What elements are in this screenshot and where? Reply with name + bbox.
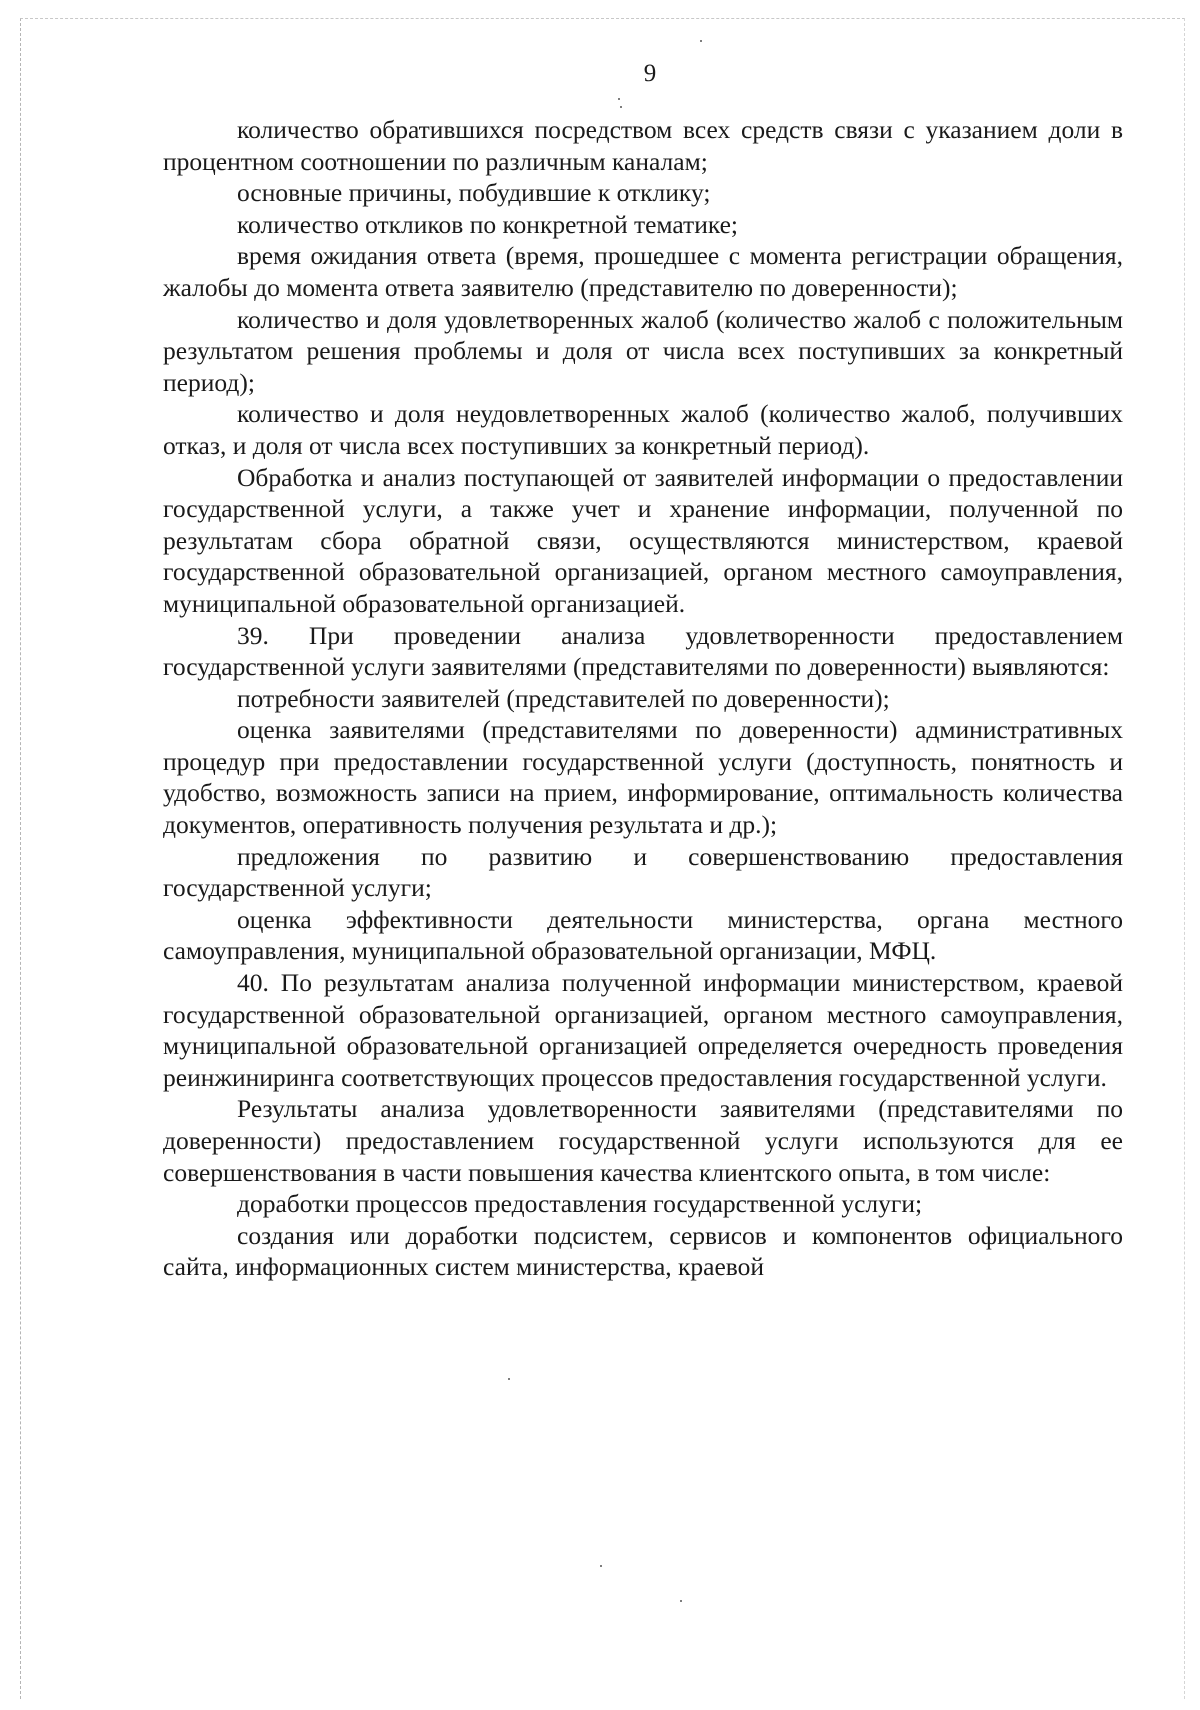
paragraph: количество откликов по конкретной тематике; [237, 209, 738, 239]
paragraph: Обработка и анализ поступающей от заявителей информации о предоставлении государственной услуги, а также учет и хранение информации, полученной по результатам сбора обратной связи, осуществляются министерством, краевой государственной образовательной организацией, органом местного самоуправления, муниципальной образовательной организацией. [163, 462, 1123, 618]
paragraph: потребности заявителей (представителей по доверенности); [237, 683, 890, 713]
paragraph: предложения по развитию и совершенствованию предоставления государственной услуги; [163, 841, 1123, 903]
paragraph: основные причины, побудившие к отклику; [237, 178, 711, 208]
scan-speck [700, 40, 702, 42]
paragraph: оценка заявителями (представителями по доверенности) административных процедур при предоставлении государственной услуги (доступность, понятность и удобство, возможность записи на прием, информирование, оптимальность количества документов, оперативность получения результата и др.); [163, 715, 1123, 840]
document-body [163, 114, 1123, 1283]
scan-speck [600, 1565, 602, 1567]
scan-speck [680, 1600, 682, 1602]
paragraph: Результаты анализа удовлетворенности заявителями (представителями по доверенности) предоставлением государственной услуги используются для ее совершенствования в части повышения качества клиентского опыта, в том числе: [163, 1094, 1123, 1187]
scan-speck [618, 98, 620, 100]
paragraph: 39. При проведении анализа удовлетворенности предоставлением государственной услуги заявителями (представителями по доверенности) выявляются: [163, 620, 1123, 682]
paragraph: доработки процессов предоставления государственной услуги; [237, 1189, 923, 1219]
paragraph: количество и доля удовлетворенных жалоб (количество жалоб с положительным результатом решения проблемы и доля от числа всех поступивших за конкретный период); [163, 304, 1123, 397]
scan-speck [620, 106, 622, 108]
scan-speck [508, 1378, 510, 1380]
page-number: 9 [643, 60, 657, 87]
paragraph: 40. По результатам анализа полученной информации министерством, краевой государственной образовательной организацией, органом местного самоуправления, муниципальной образовательной организацией определяется очередность проведения реинжиниринга соответствующих процессов предоставления государственной услуги. [163, 968, 1123, 1092]
paragraph: время ожидания ответа (время, прошедшее с момента регистрации обращения, жалобы до момента ответа заявителю (представителю по доверенности); [163, 241, 1123, 302]
paragraph: оценка эффективности деятельности министерства, органа местного самоуправления, муниципальной образовательной организации, МФЦ. [163, 904, 1123, 966]
paragraph: количество обратившихся посредством всех средств связи с указанием доли в процентном соотношении по различным каналам; [163, 115, 1123, 176]
paragraph: создания или доработки подсистем, сервисов и компонентов официального сайта, информационных систем министерства, краевой [163, 1220, 1123, 1282]
paragraph: количество и доля неудовлетворенных жалоб (количество жалоб, получивших отказ, и доля от числа всех поступивших за конкретный период). [163, 399, 1123, 460]
